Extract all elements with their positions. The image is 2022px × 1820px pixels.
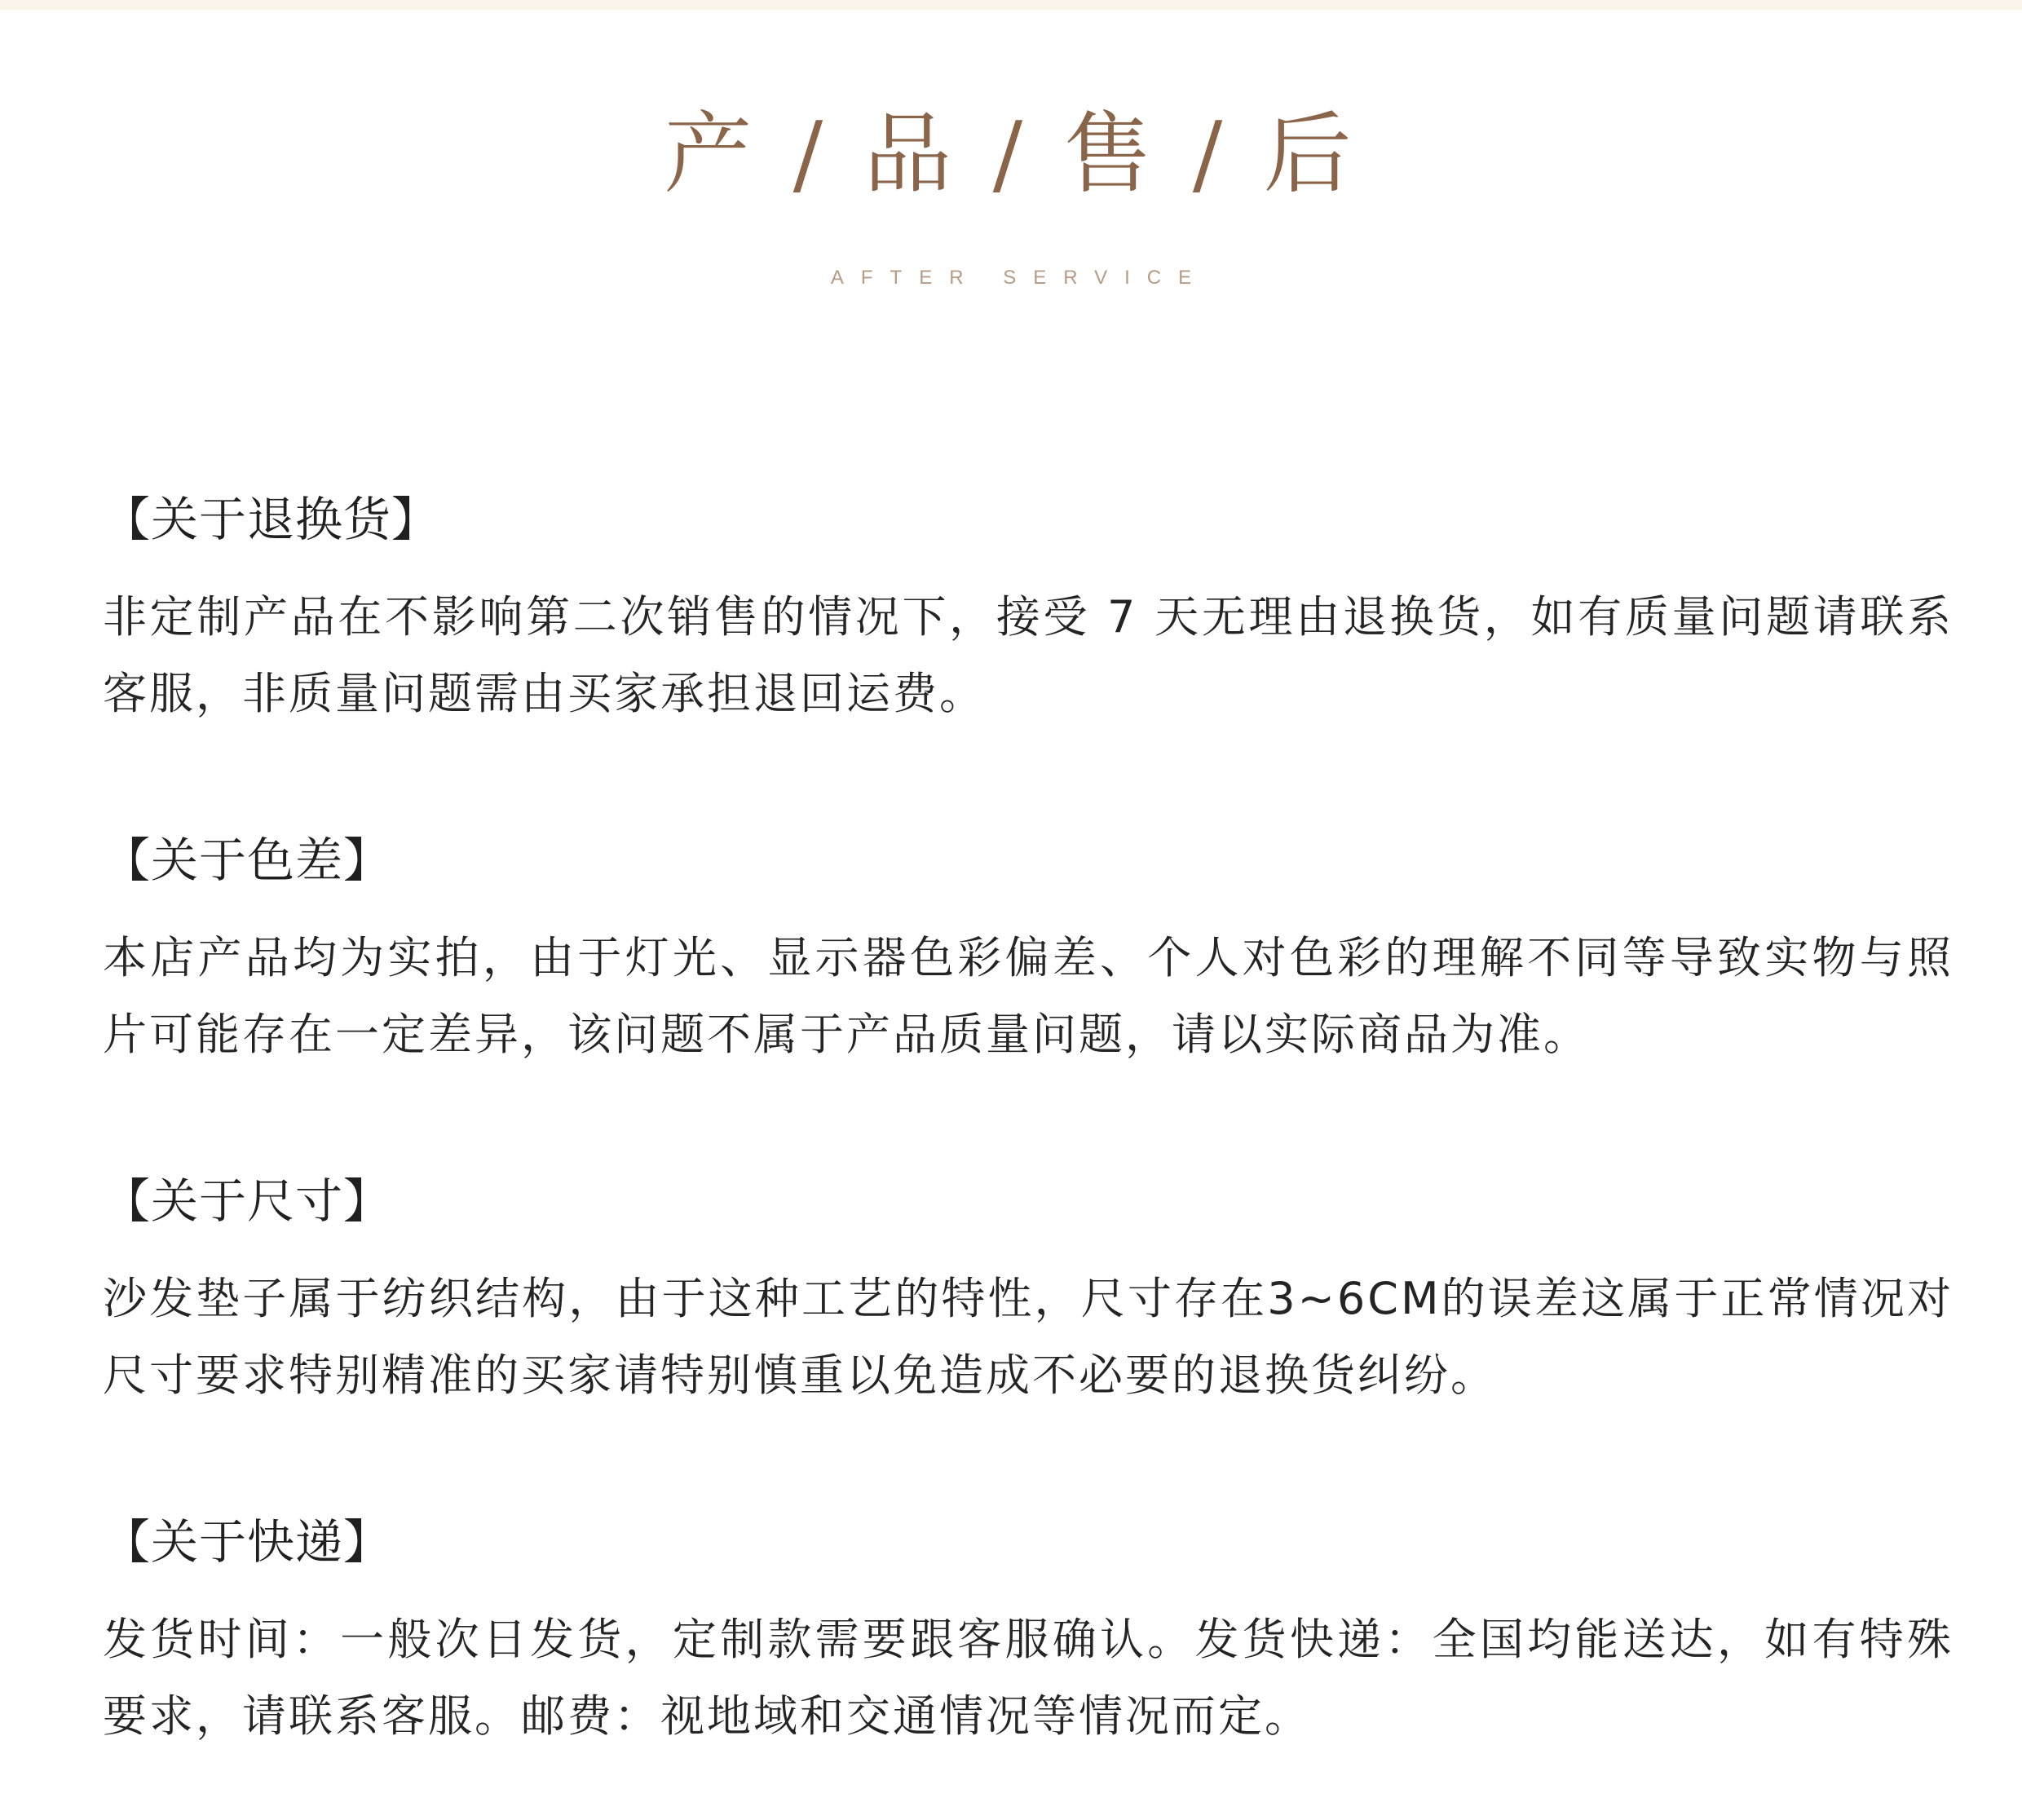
- section-shipping: [103, 1505, 1954, 1755]
- after-service-content: [103, 483, 1954, 1755]
- section-body-size: 沙发垫子属于纺织结构，由于这种工艺的特性，尺寸存在3~6CM的误差这属于正常情况对尺寸要求特别精准的买家请特别慎重以免造成不必要的退换货纠纷。: [103, 1273, 1954, 1401]
- top-decorative-strip: [0, 0, 2022, 10]
- page-header: [0, 98, 2022, 290]
- section-returns: [103, 483, 1954, 732]
- section-size: [103, 1164, 1954, 1414]
- section-body-color-difference: 本店产品均为实拍，由于灯光、显示器色彩偏差、个人对色彩的理解不同等导致实物与照片可能存在一定差异，该问题不属于产品质量问题，请以实际商品为准。: [103, 932, 1954, 1060]
- section-body-returns: 非定制产品在不影响第二次销售的情况下，接受 7 天无理由退换货，如有质量问题请联系客服，非质量问题需由买家承担退回运费。: [103, 591, 1954, 719]
- page-title: 产 / 品 / 售 / 后: [664, 104, 1358, 205]
- section-body-shipping: 发货时间：一般次日发货，定制款需要跟客服确认。发货快递：全国均能送达，如有特殊要求，请联系客服。邮费：视地域和交通情况等情况而定。: [103, 1614, 1954, 1742]
- section-heading-shipping: 【关于快递】: [103, 1514, 392, 1570]
- section-heading-size: 【关于尺寸】: [103, 1173, 392, 1229]
- section-heading-returns: 【关于退换货】: [103, 492, 440, 547]
- section-heading-color-difference: 【关于色差】: [103, 833, 392, 888]
- page-subtitle: AFTER SERVICE: [830, 267, 1209, 289]
- section-color-difference: [103, 824, 1954, 1073]
